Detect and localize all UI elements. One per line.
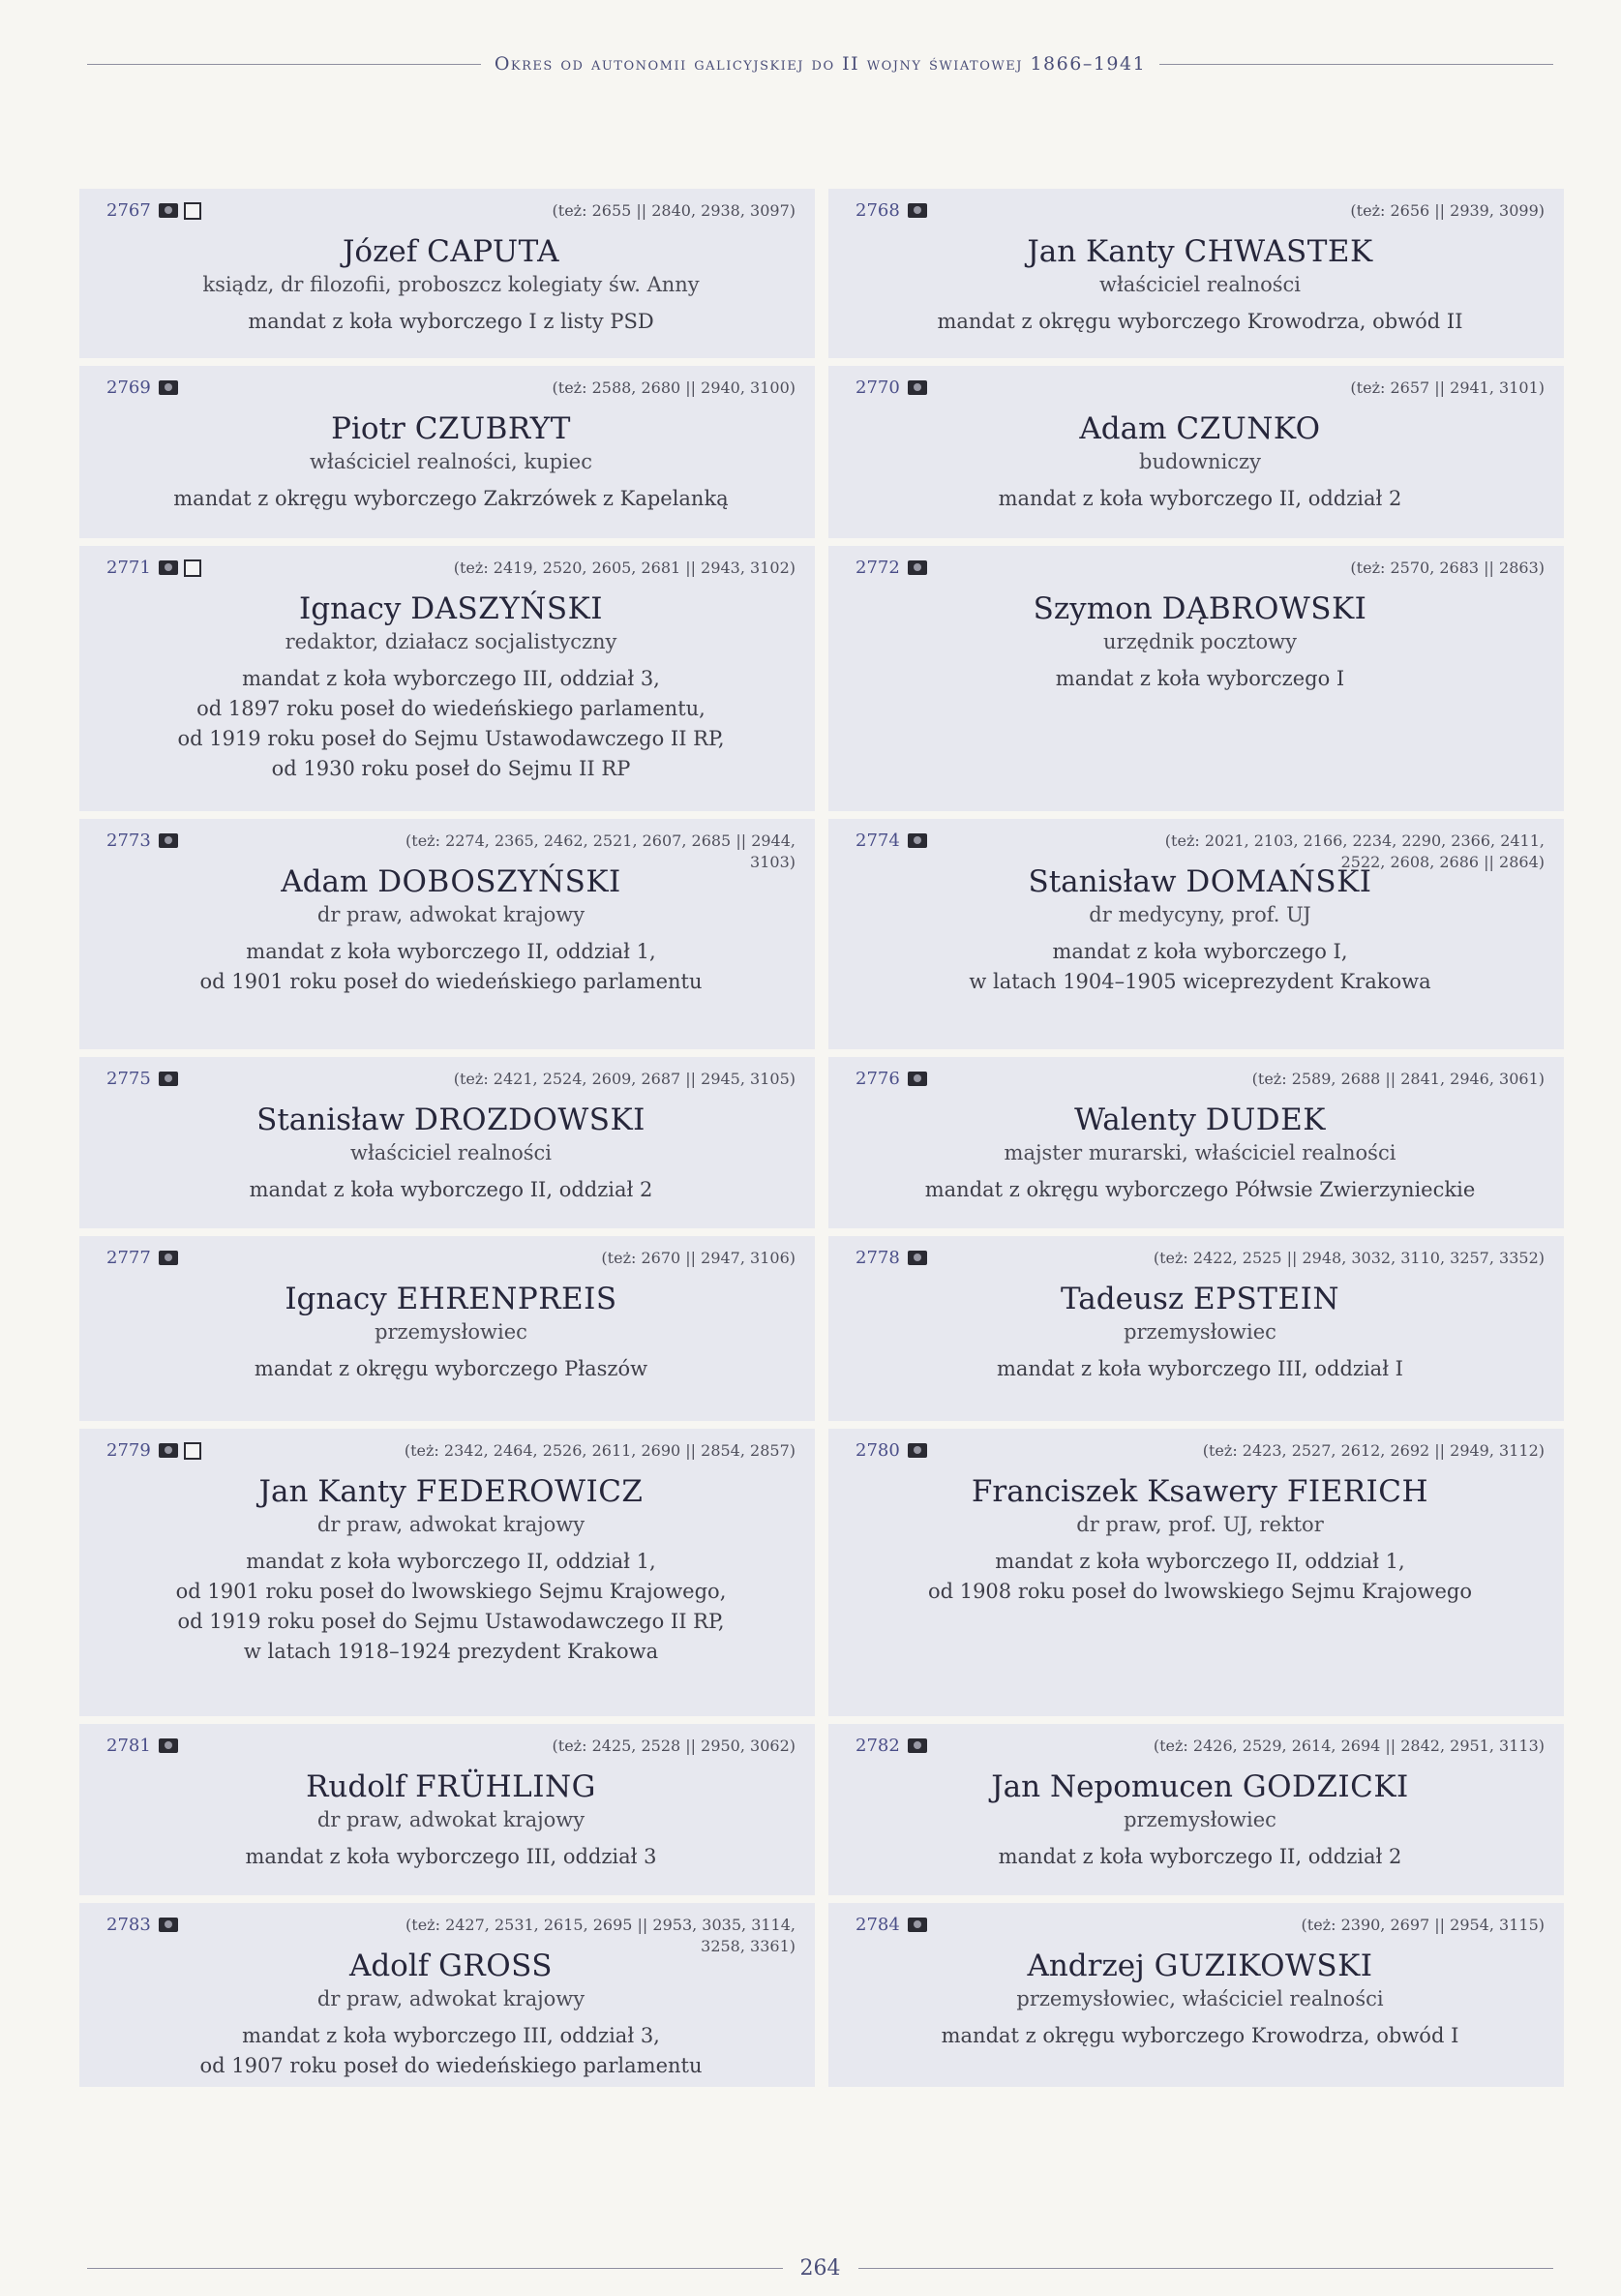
entry-cross-references: (też: 2425, 2528 || 2950, 3062): [552, 1737, 795, 1755]
entry-mandate: [856, 1354, 1545, 1384]
entry-mandate-line: mandat z koła wyborczego II, oddział 2: [249, 1178, 653, 1201]
entry-mandate-line: od 1907 roku poseł do wiedeńskiego parlamentu: [199, 2054, 703, 2077]
entry-number-group: [856, 831, 927, 851]
entry-mandate-line: mandat z koła wyborczego III, oddział I: [997, 1357, 1403, 1380]
entry-first-name: Rudolf: [306, 1769, 406, 1804]
entry-mandate-line: mandat z koła wyborczego I: [1055, 667, 1345, 690]
entry-mandate-line: mandat z koła wyborczego I,: [1052, 940, 1348, 963]
entry-cross-references: (też: 2419, 2520, 2605, 2681 || 2943, 3102): [453, 559, 795, 577]
entry-occupation: dr praw, adwokat krajowy: [316, 903, 585, 926]
entry-card: [828, 1057, 1564, 1228]
entry-card: [828, 819, 1564, 1049]
entry-mandate-line: mandat z okręgu wyborczego Krowodrza, obwód II: [937, 310, 1463, 333]
entry-mandate-line: mandat z koła wyborczego II, oddział 1,: [995, 1550, 1405, 1573]
entry-number-group: [856, 1736, 927, 1756]
entry-cross-references: (też: 2589, 2688 || 2841, 2946, 3061): [1251, 1070, 1545, 1088]
entry-mandate-line: od 1908 roku poseł do lwowskiego Sejmu Krajowego: [927, 1580, 1473, 1603]
camera-icon: [908, 833, 927, 848]
entry-card: [79, 1724, 815, 1895]
entry-mandate-line: w latach 1918–1924 prezydent Krakowa: [243, 1640, 659, 1663]
entry-mandate-line: mandat z koła wyborczego III, oddział 3,: [242, 667, 660, 690]
entry-mandate: [106, 484, 795, 514]
entry-mandate-line: mandat z koła wyborczego II, oddział 2: [998, 1845, 1402, 1868]
entry-full-name: [856, 1281, 1545, 1317]
entry-full-name: [106, 1102, 795, 1138]
camera-icon: [159, 1251, 178, 1265]
entry-occupation: dr praw, adwokat krajowy: [316, 1987, 585, 2010]
entry-header: [106, 1069, 795, 1102]
entry-number: 2780: [856, 1440, 900, 1461]
entry-full-name: [106, 233, 795, 270]
entry-header: [856, 200, 1545, 233]
entry-number: 2770: [856, 378, 900, 398]
entry-number-group: [106, 831, 178, 851]
entry-first-name: Stanisław: [256, 1103, 405, 1137]
footer-rule-left: [87, 2268, 783, 2269]
entry-number-group: [856, 1915, 927, 1935]
entry-mandate: [106, 937, 795, 997]
header-rule-right: [1159, 64, 1553, 65]
entry-first-name: Adolf: [348, 1949, 430, 1983]
entry-number-group: [106, 378, 178, 398]
entry-first-name: Adam: [281, 864, 369, 899]
square-icon: [184, 202, 201, 220]
entry-header: [856, 1069, 1545, 1102]
entry-last-name: GUZIKOWSKI: [1154, 1949, 1373, 1983]
entry-last-name: FIERICH: [1286, 1474, 1429, 1509]
entry-number-group: [856, 1248, 927, 1268]
camera-icon: [159, 560, 178, 575]
entry-last-name: DUDEK: [1205, 1103, 1326, 1137]
header-title: Okres od autonomii galicyjskiej do II wojny światowej 1866–1941: [494, 53, 1147, 75]
entry-mandate-line: od 1901 roku poseł do wiedeńskiego parlamentu: [199, 970, 703, 993]
entry-mandate: [856, 1175, 1545, 1205]
entry-cross-references: (też: 2655 || 2840, 2938, 3097): [552, 201, 795, 220]
entry-header: [106, 1736, 795, 1768]
entry-mandate-line: od 1930 roku poseł do Sejmu II RP: [271, 757, 631, 780]
entry-card: [828, 366, 1564, 538]
camera-icon: [159, 1918, 178, 1932]
entry-header: [856, 1736, 1545, 1768]
entry-last-name: DĄBROWSKI: [1161, 591, 1367, 626]
entry-occupation: przemysłowiec: [1124, 1808, 1276, 1831]
square-icon: [184, 1442, 201, 1460]
entry-number: 2779: [106, 1440, 151, 1461]
camera-icon: [159, 380, 178, 395]
entry-mandate-line: od 1919 roku poseł do Sejmu Ustawodawczego II RP,: [177, 1610, 725, 1633]
entry-occupation: ksiądz, dr filozofii, proboszcz kolegiaty św. Anny: [202, 273, 700, 296]
entry-card: [79, 1057, 815, 1228]
entry-cross-references: (też: 2427, 2531, 2615, 2695 || 2953, 3035, 3114, 3258, 3361): [405, 1916, 795, 1955]
entry-card: [828, 1724, 1564, 1895]
camera-icon: [908, 560, 927, 575]
camera-icon: [159, 1738, 178, 1753]
entry-card: [79, 366, 815, 538]
camera-icon: [159, 203, 178, 218]
entry-full-name: [856, 1768, 1545, 1805]
entry-number-group: [856, 558, 927, 578]
entry-last-name: DASZYŃSKI: [410, 591, 604, 626]
camera-icon: [159, 1443, 178, 1458]
entry-mandate-line: mandat z koła wyborczego I z listy PSD: [248, 310, 654, 333]
entry-card: [79, 189, 815, 358]
entry-number-group: [856, 200, 927, 221]
entry-mandate-line: od 1919 roku poseł do Sejmu Ustawodawczego II RP,: [177, 727, 725, 750]
entry-header: [106, 378, 795, 410]
entry-number: 2777: [106, 1248, 151, 1268]
entry-card: [79, 1903, 815, 2087]
entry-occupation: urzędnik pocztowy: [1103, 630, 1297, 653]
entry-last-name: FRÜHLING: [415, 1769, 596, 1804]
entry-number-group: [856, 378, 927, 398]
entry-full-name: [856, 410, 1545, 447]
entry-first-name: Jan Kanty: [258, 1474, 406, 1509]
entry-cross-references: (też: 2274, 2365, 2462, 2521, 2607, 2685 || 2944, 3103): [405, 831, 795, 871]
entry-number: 2771: [106, 558, 151, 578]
entry-mandate-line: mandat z okręgu wyborczego Półwsie Zwierzynieckie: [924, 1178, 1476, 1201]
entry-occupation: dr medycyny, prof. UJ: [1089, 903, 1311, 926]
entry-header: [856, 1248, 1545, 1281]
entry-number: 2768: [856, 200, 900, 221]
entry-header: [106, 1440, 795, 1473]
entry-number: 2772: [856, 558, 900, 578]
entry-full-name: [106, 1768, 795, 1805]
entry-cross-references: (też: 2670 || 2947, 3106): [601, 1249, 795, 1267]
camera-icon: [908, 1918, 927, 1932]
entry-cross-references: (też: 2657 || 2941, 3101): [1350, 378, 1545, 397]
entry-first-name: Andrzej: [1027, 1949, 1145, 1983]
entry-mandate: [856, 307, 1545, 337]
entry-cross-references: (też: 2021, 2103, 2166, 2234, 2290, 2366, 2411, 2522, 2608, 2686 || 2864): [1164, 831, 1545, 871]
entry-mandate-line: mandat z koła wyborczego II, oddział 1,: [246, 940, 656, 963]
entry-cross-references: (też: 2342, 2464, 2526, 2611, 2690 || 2854, 2857): [404, 1441, 795, 1460]
entry-mandate: [856, 1842, 1545, 1872]
entry-last-name: EPSTEIN: [1193, 1282, 1339, 1316]
entry-number-group: [106, 200, 201, 221]
entry-last-name: FEDEROWICZ: [415, 1474, 644, 1509]
entry-last-name: DOMAŃSKI: [1186, 864, 1372, 899]
running-header: [87, 50, 1553, 77]
entry-first-name: Ignacy: [298, 591, 402, 626]
entry-occupation: dr praw, adwokat krajowy: [316, 1808, 585, 1831]
entry-card: [79, 819, 815, 1049]
entry-card: [79, 546, 815, 811]
entry-full-name: [856, 1473, 1545, 1510]
entry-cross-references: (też: 2426, 2529, 2614, 2694 || 2842, 2951, 3113): [1153, 1737, 1545, 1755]
entry-full-name: [856, 1948, 1545, 1984]
entry-occupation: właściciel realności: [1099, 273, 1301, 296]
entry-mandate-line: mandat z koła wyborczego II, oddział 1,: [246, 1550, 656, 1573]
entry-card: [79, 1236, 815, 1421]
entry-card: [828, 546, 1564, 811]
entry-mandate-line: od 1901 roku poseł do lwowskiego Sejmu Krajowego,: [175, 1580, 727, 1603]
entry-full-name: [856, 1102, 1545, 1138]
entry-number: 2778: [856, 1248, 900, 1268]
entry-last-name: GROSS: [438, 1949, 554, 1983]
entry-occupation: majster murarski, właściciel realności: [1004, 1141, 1396, 1164]
entry-last-name: DROZDOWSKI: [413, 1103, 645, 1137]
entry-number-group: [856, 1440, 927, 1461]
entry-number: 2773: [106, 831, 151, 851]
entry-first-name: Szymon: [1033, 591, 1153, 626]
entry-occupation: właściciel realności, kupiec: [310, 450, 592, 473]
entry-header: [856, 1440, 1545, 1473]
entry-mandate: [106, 2021, 795, 2081]
entry-last-name: CZUNKO: [1176, 411, 1321, 446]
camera-icon: [908, 1251, 927, 1265]
entry-last-name: EHRENPREIS: [396, 1282, 617, 1316]
entry-mandate-line: mandat z okręgu wyborczego Płaszów: [254, 1357, 648, 1380]
entry-header: [856, 831, 1545, 871]
entries-grid: [79, 189, 1552, 2087]
camera-icon: [908, 1443, 927, 1458]
entry-mandate: [856, 664, 1545, 694]
entry-number-group: [856, 1069, 927, 1089]
entry-cross-references: (też: 2421, 2524, 2609, 2687 || 2945, 3105): [453, 1070, 795, 1088]
entry-header: [106, 831, 795, 871]
entry-cross-references: (też: 2588, 2680 || 2940, 3100): [552, 378, 795, 397]
entry-number: 2781: [106, 1736, 151, 1756]
entry-cross-references: (też: 2390, 2697 || 2954, 3115): [1301, 1916, 1545, 1934]
camera-icon: [908, 203, 927, 218]
entry-first-name: Piotr: [331, 411, 405, 446]
entry-last-name: CAPUTA: [427, 234, 560, 269]
entry-header: [106, 1248, 795, 1281]
entry-mandate-line: mandat z koła wyborczego III, oddział 3,: [242, 2024, 660, 2047]
entry-mandate: [106, 1842, 795, 1872]
entry-occupation: właściciel realności: [350, 1141, 552, 1164]
page-number: 264: [799, 2255, 841, 2281]
entry-mandate-line: mandat z koła wyborczego III, oddział 3: [245, 1845, 657, 1868]
entry-mandate: [856, 1547, 1545, 1607]
entry-number: 2783: [106, 1915, 151, 1935]
header-rule-left: [87, 64, 481, 65]
entry-mandate-line: mandat z koła wyborczego II, oddział 2: [998, 487, 1402, 510]
entry-cross-references: (też: 2422, 2525 || 2948, 3032, 3110, 3257, 3352): [1153, 1249, 1545, 1267]
entry-mandate-line: od 1897 roku poseł do wiedeńskiego parlamentu,: [196, 697, 705, 720]
entry-card: [828, 1429, 1564, 1716]
entry-number: 2767: [106, 200, 151, 221]
entry-header: [856, 1915, 1545, 1948]
entry-first-name: Tadeusz: [1061, 1282, 1185, 1316]
entry-cross-references: (też: 2570, 2683 || 2863): [1350, 559, 1545, 577]
entry-mandate: [856, 937, 1545, 997]
camera-icon: [908, 1738, 927, 1753]
camera-icon: [159, 1072, 178, 1086]
entry-occupation: przemysłowiec: [1124, 1320, 1276, 1344]
entry-first-name: Franciszek Ksawery: [971, 1474, 1277, 1509]
entry-full-name: [106, 1281, 795, 1317]
entry-occupation: dr praw, adwokat krajowy: [316, 1513, 585, 1536]
entry-mandate: [106, 664, 795, 784]
entry-full-name: [856, 590, 1545, 627]
entry-last-name: CZUBRYT: [414, 411, 571, 446]
square-icon: [184, 559, 201, 577]
camera-icon: [159, 833, 178, 848]
entry-first-name: Adam: [1079, 411, 1167, 446]
entry-last-name: GODZICKI: [1242, 1769, 1409, 1804]
entry-last-name: DOBOSZYŃSKI: [377, 864, 621, 899]
entry-full-name: [106, 590, 795, 627]
entry-occupation: dr praw, prof. UJ, rektor: [1076, 1513, 1324, 1536]
entry-number: 2769: [106, 378, 151, 398]
entry-first-name: Ignacy: [285, 1282, 387, 1316]
page-footer: [87, 2253, 1553, 2282]
entry-full-name: [106, 1473, 795, 1510]
entry-card: [828, 1903, 1564, 2087]
entry-card: [828, 1236, 1564, 1421]
entry-header: [106, 558, 795, 590]
entry-mandate-line: mandat z okręgu wyborczego Krowodrza, obwód I: [941, 2024, 1459, 2047]
entry-full-name: [106, 410, 795, 447]
entry-number-group: [106, 1069, 178, 1089]
entry-header: [106, 200, 795, 233]
entry-cross-references: (też: 2423, 2527, 2612, 2692 || 2949, 3112): [1202, 1441, 1545, 1460]
entry-number-group: [106, 1440, 201, 1461]
entry-number: 2774: [856, 831, 900, 851]
entry-number-group: [106, 1915, 178, 1935]
entry-number: 2775: [106, 1069, 151, 1089]
entry-number: 2776: [856, 1069, 900, 1089]
entry-cross-references: (też: 2656 || 2939, 3099): [1350, 201, 1545, 220]
entry-occupation: budowniczy: [1139, 450, 1261, 473]
footer-rule-right: [858, 2268, 1554, 2269]
entry-first-name: Walenty: [1074, 1103, 1196, 1137]
entry-mandate: [856, 484, 1545, 514]
entry-number-group: [106, 1736, 178, 1756]
entry-mandate-line: mandat z okręgu wyborczego Zakrzówek z Kapelanką: [173, 487, 729, 510]
entry-mandate: [106, 1354, 795, 1384]
entry-number: 2784: [856, 1915, 900, 1935]
entry-header: [856, 378, 1545, 410]
entry-header: [856, 558, 1545, 590]
entry-last-name: CHWASTEK: [1184, 234, 1373, 269]
camera-icon: [908, 380, 927, 395]
entry-mandate: [856, 2021, 1545, 2051]
entry-header: [106, 1915, 795, 1955]
entry-occupation: przemysłowiec: [375, 1320, 527, 1344]
entry-number: 2782: [856, 1736, 900, 1756]
entry-mandate: [106, 1547, 795, 1667]
camera-icon: [908, 1072, 927, 1086]
entry-first-name: Jan Kanty: [1027, 234, 1175, 269]
entry-card: [828, 189, 1564, 358]
entry-mandate: [106, 1175, 795, 1205]
entry-occupation: przemysłowiec, właściciel realności: [1016, 1987, 1384, 2010]
entry-first-name: Jan Nepomucen: [991, 1769, 1233, 1804]
entry-occupation: redaktor, działacz socjalistyczny: [285, 630, 617, 653]
entry-mandate: [106, 307, 795, 337]
entry-card: [79, 1429, 815, 1716]
entry-number-group: [106, 1248, 178, 1268]
entry-first-name: Józef: [342, 234, 418, 269]
entry-number-group: [106, 558, 201, 578]
entry-first-name: Stanisław: [1028, 864, 1177, 899]
entry-mandate-line: w latach 1904–1905 wiceprezydent Krakowa: [969, 970, 1431, 993]
entry-full-name: [856, 233, 1545, 270]
